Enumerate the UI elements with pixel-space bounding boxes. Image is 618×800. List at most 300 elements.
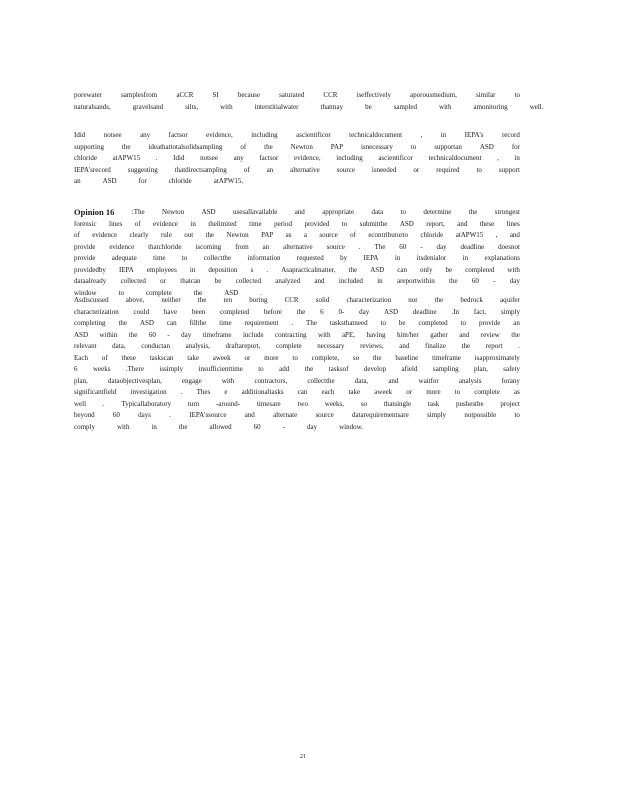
word: samplesfrom <box>121 91 158 99</box>
word: provide <box>74 254 96 262</box>
word: the <box>193 288 203 297</box>
word: report <box>485 342 503 350</box>
word: timeframe <box>202 330 232 339</box>
word: appropriate <box>322 208 355 216</box>
word: time <box>153 254 166 262</box>
word: boring <box>249 296 268 304</box>
word: simply <box>500 307 520 316</box>
word: aweek <box>212 353 231 362</box>
word: in <box>394 254 401 262</box>
word: adequate <box>111 254 137 262</box>
word: the <box>197 296 207 304</box>
word: deposition <box>208 265 238 274</box>
word: the <box>118 319 127 327</box>
word: well. <box>529 102 544 111</box>
word: above, <box>125 296 145 304</box>
word: Newton <box>162 208 185 216</box>
word: the <box>434 296 444 304</box>
word: requested <box>296 254 324 262</box>
word: complete <box>146 288 172 297</box>
word: . <box>102 399 105 408</box>
word: source <box>326 242 345 251</box>
word: IEPA'ssource <box>189 411 227 419</box>
word: as <box>285 231 292 239</box>
word: isnecessary <box>360 142 393 151</box>
text-line <box>74 410 520 422</box>
word: thatchloride <box>148 242 182 251</box>
word: significantfield <box>74 388 117 396</box>
word: or <box>406 388 413 396</box>
word: take <box>187 353 199 362</box>
word: draftareport, <box>225 342 261 350</box>
word: , <box>497 154 499 162</box>
word: suggesting <box>127 165 158 174</box>
word: supportan <box>434 142 462 151</box>
word: be <box>365 102 372 111</box>
word: and <box>388 376 399 385</box>
word: complete <box>275 342 302 350</box>
word: an <box>74 177 81 185</box>
word: to <box>514 411 520 419</box>
text-line <box>74 230 520 242</box>
word: in <box>377 277 383 285</box>
word: CCR <box>323 91 338 99</box>
word: take <box>348 388 361 396</box>
word: day <box>306 422 318 431</box>
word: alternative <box>290 165 320 174</box>
word: . <box>169 411 171 419</box>
word: so <box>360 399 368 408</box>
word: including <box>336 154 363 162</box>
word: technicaldocument <box>428 154 482 162</box>
word: itsdenialor <box>416 254 447 262</box>
word: simply <box>427 411 447 419</box>
word: provide <box>74 242 96 251</box>
word: reviews, <box>360 342 384 350</box>
word: Idid <box>173 154 185 162</box>
word: the <box>205 231 215 239</box>
word: forensic <box>74 219 97 228</box>
word: day <box>509 277 520 285</box>
word: iscoming <box>195 242 222 251</box>
text-line <box>74 295 520 307</box>
word: issimply <box>159 365 184 373</box>
word: an <box>262 242 270 251</box>
word: . <box>358 242 361 251</box>
word: isneeded <box>371 165 397 174</box>
word: iseffectively <box>356 91 391 99</box>
word: these <box>121 353 136 362</box>
word: contractors, <box>254 376 288 385</box>
word: the <box>461 342 471 350</box>
word: project <box>500 399 520 408</box>
word: the <box>296 307 306 316</box>
word: . <box>260 288 262 297</box>
opinion-label: Opinion 16 <box>74 207 115 217</box>
word: neither <box>161 296 181 304</box>
word: PAP <box>330 142 343 151</box>
word: window <box>74 288 97 297</box>
word: deadline <box>460 242 485 251</box>
word: any <box>140 131 151 139</box>
word: and <box>294 208 305 216</box>
word: timesare <box>256 399 281 408</box>
word: within <box>99 330 118 339</box>
word: tasksof <box>328 365 349 373</box>
word: weeks, <box>324 399 345 408</box>
word: dataobjectivesplan, <box>107 376 162 385</box>
word: completed <box>465 265 495 274</box>
word: period <box>274 219 292 228</box>
word: in <box>151 422 157 431</box>
word: any <box>233 154 244 162</box>
text-line <box>74 253 520 265</box>
text-line <box>74 153 520 165</box>
word: IEPA's <box>464 131 484 139</box>
word: providedby <box>74 265 106 274</box>
word: have <box>163 307 178 316</box>
word: solid <box>315 296 330 304</box>
word: record <box>501 131 520 139</box>
word: usesallavailable <box>232 208 278 216</box>
word: to <box>514 91 520 99</box>
word: the <box>304 365 314 373</box>
word: because <box>237 91 260 99</box>
word: these <box>479 219 495 228</box>
word: clearly <box>129 231 149 239</box>
word: The <box>374 242 386 251</box>
word: similar <box>475 91 496 99</box>
word: 6 <box>74 365 78 373</box>
word: 60 <box>399 242 407 251</box>
paragraph-evidence <box>74 130 520 188</box>
text-line <box>74 318 520 330</box>
word: more <box>426 388 441 396</box>
word: insufficienttime <box>198 365 243 373</box>
word: completing <box>74 319 106 327</box>
word: the <box>348 265 358 274</box>
word: data, <box>354 376 369 385</box>
text-line <box>74 130 520 142</box>
word: or <box>160 277 166 285</box>
word: 60 <box>253 422 261 431</box>
word: completed <box>418 319 448 327</box>
word: . <box>155 154 158 162</box>
word: , <box>420 131 423 139</box>
word: in <box>514 154 520 162</box>
word: including <box>251 131 278 139</box>
paragraph-porewater <box>74 90 544 113</box>
word: - <box>493 277 496 285</box>
text-line <box>74 142 520 154</box>
text-line <box>74 307 520 319</box>
word: the <box>128 330 138 339</box>
word: develop <box>363 365 387 373</box>
word: and <box>399 342 410 350</box>
word: gravelsand <box>132 102 164 111</box>
word: safety <box>503 365 520 373</box>
word: fillthe <box>189 319 207 327</box>
word: 60 <box>471 277 479 285</box>
word: or <box>413 165 420 174</box>
word: of <box>243 165 250 174</box>
word: and <box>244 411 255 419</box>
word: explanations <box>484 254 520 262</box>
word: before <box>264 307 282 316</box>
word: atAPW15. <box>213 177 244 185</box>
word: pushesthe <box>456 399 484 408</box>
word: The <box>306 319 317 327</box>
word: :The <box>131 208 145 216</box>
word: in <box>440 131 447 139</box>
word: an <box>513 319 520 327</box>
word: evidence, <box>294 154 321 162</box>
word: interstitialwater <box>254 102 299 111</box>
word: gather <box>430 330 448 339</box>
word: be <box>398 319 406 327</box>
word: more <box>264 353 279 362</box>
word: him/her <box>396 330 419 339</box>
word: . <box>518 342 520 350</box>
word: lines <box>109 219 123 228</box>
word: thatcan <box>180 277 201 285</box>
word: ASD <box>139 319 154 327</box>
word: for <box>138 177 147 185</box>
word: 60 <box>112 411 120 419</box>
word: afield <box>401 365 418 373</box>
word: alternative <box>283 242 313 251</box>
word: with <box>117 422 130 431</box>
text-line <box>74 353 520 365</box>
word: Thes <box>196 388 211 396</box>
word: dataalready <box>74 277 107 285</box>
word: having <box>366 330 386 339</box>
word: aporousmedium, <box>410 91 457 99</box>
text-line <box>74 376 520 388</box>
word: analysis, <box>185 342 210 350</box>
word: and <box>459 330 470 339</box>
word: evidence, <box>206 131 233 139</box>
word: .In <box>451 307 460 316</box>
word: requirement <box>244 319 279 327</box>
word: factsor <box>259 154 279 162</box>
word: to <box>341 219 348 228</box>
word: to <box>292 353 298 362</box>
word: timeframe <box>432 353 461 362</box>
text-line <box>74 242 520 254</box>
word: ASD <box>479 142 494 151</box>
word: relevant <box>74 342 97 350</box>
word: information <box>247 254 281 262</box>
word: sampled <box>393 102 418 111</box>
paragraph-opinion-16 <box>74 207 520 299</box>
word: finalize <box>424 342 446 350</box>
word: chloride <box>420 231 444 239</box>
text-line <box>74 219 520 231</box>
word: the <box>372 353 382 362</box>
word: chloride <box>168 177 192 185</box>
word: necessary <box>317 342 345 350</box>
text-line <box>74 422 520 434</box>
word: 0- <box>338 307 345 316</box>
word: characterization <box>346 296 392 304</box>
word: analyzed <box>275 277 301 285</box>
word: ASD <box>201 208 216 216</box>
word: with <box>318 330 331 339</box>
word: - <box>167 330 170 339</box>
word: the <box>178 422 188 431</box>
word: amonitoring <box>473 102 508 111</box>
word: aweek <box>374 388 393 396</box>
word: submitthe <box>359 219 388 228</box>
word: provided <box>304 219 330 228</box>
word: , <box>495 231 498 239</box>
word: two <box>297 399 308 408</box>
word: time <box>249 219 262 228</box>
word: -around- <box>216 399 241 408</box>
word: in <box>189 265 196 274</box>
word: employees <box>146 265 177 274</box>
word: beyond <box>74 411 95 419</box>
word: aPE, <box>341 330 355 339</box>
word: . <box>180 388 183 396</box>
word: Typicallaboratory <box>121 399 172 408</box>
word: characterization <box>74 307 119 316</box>
word: alternate <box>273 411 298 419</box>
word: to <box>258 365 264 373</box>
word: taskscan <box>149 353 174 362</box>
word: plan, <box>474 365 488 373</box>
word: atAPW15 <box>112 154 141 162</box>
word: IEPA <box>363 254 379 262</box>
word: Newton <box>290 142 313 151</box>
word: conductan <box>141 342 170 350</box>
word: baseline <box>395 353 419 362</box>
word: day <box>181 330 192 339</box>
word: ASD <box>399 219 414 228</box>
word: investigation <box>130 388 167 396</box>
word: of <box>134 219 141 228</box>
word: collectthe <box>307 376 335 385</box>
word: Each <box>74 353 88 362</box>
word: atAPW15 <box>455 231 484 239</box>
word: with <box>507 265 520 274</box>
word: a <box>303 231 308 239</box>
word: report, <box>426 219 445 228</box>
word: deadline <box>412 307 437 316</box>
paragraph-time-constraints <box>74 295 520 433</box>
word: each <box>321 388 335 396</box>
word: notpossible <box>464 411 497 419</box>
word: thatdirectsampling <box>174 165 227 174</box>
text-line <box>74 165 520 177</box>
word: only <box>420 265 433 274</box>
word: complete, <box>311 353 340 362</box>
word: been <box>191 307 206 316</box>
word: - <box>420 242 423 251</box>
text-line <box>74 102 544 114</box>
text-line <box>74 399 520 411</box>
word: data, <box>112 342 126 350</box>
word: e <box>224 388 228 396</box>
word: of <box>74 231 80 239</box>
word: or <box>244 353 251 362</box>
text-line <box>74 276 520 288</box>
word: - <box>282 422 285 431</box>
word: add <box>279 365 290 373</box>
word: plan, <box>74 376 88 385</box>
word: sampling <box>432 365 459 373</box>
word: time <box>219 319 232 327</box>
word: source <box>336 165 355 174</box>
word: thatmay <box>320 102 344 111</box>
word: to <box>476 165 482 174</box>
text-line <box>74 387 520 399</box>
word: forany <box>501 376 520 385</box>
word: ten <box>223 296 233 304</box>
page-number: 21 <box>300 754 306 760</box>
word: strongest <box>494 208 520 216</box>
word: to <box>410 142 417 151</box>
word: weeks <box>92 365 111 373</box>
word: fact, <box>473 307 487 316</box>
word: completed <box>220 307 250 316</box>
word: bedrock <box>460 296 483 304</box>
word: be <box>214 277 222 285</box>
word: can <box>397 265 407 274</box>
word: with <box>439 102 452 111</box>
word: collectthe <box>203 254 232 262</box>
word: saturated <box>279 91 305 99</box>
word: thelimited <box>208 219 237 228</box>
text-line <box>74 341 520 353</box>
text-line <box>74 265 520 277</box>
word: additionaltasks <box>241 388 284 396</box>
word: aquifer <box>500 296 520 304</box>
word: analysis <box>458 376 482 385</box>
word: to <box>400 208 406 216</box>
word: evidence <box>92 231 118 239</box>
word: ascientificor <box>296 131 331 139</box>
text-line <box>74 90 520 102</box>
word: collected <box>235 277 261 285</box>
word: the <box>449 277 458 285</box>
word: task <box>427 399 440 408</box>
word: as <box>514 388 520 396</box>
word: evidence <box>153 219 178 228</box>
word: with <box>220 102 233 111</box>
text-line <box>74 176 520 188</box>
word: ideathattotalsolidsampling <box>148 142 223 151</box>
word: silts, <box>185 102 199 111</box>
word: and <box>509 231 520 239</box>
word: the <box>468 208 478 216</box>
word: technicaldocument <box>349 131 403 139</box>
word: out <box>184 231 194 239</box>
word: ascientificor <box>378 154 413 162</box>
word: be <box>445 265 453 274</box>
word: in <box>462 254 469 262</box>
word: of <box>350 231 356 239</box>
word: in <box>190 219 196 228</box>
word: day <box>436 242 447 251</box>
word: window. <box>339 422 363 431</box>
word: thatsingle <box>383 399 412 408</box>
word: review <box>480 330 500 339</box>
word: to <box>460 319 467 327</box>
word: by <box>340 254 348 262</box>
word: tasksthatneed <box>329 319 368 327</box>
